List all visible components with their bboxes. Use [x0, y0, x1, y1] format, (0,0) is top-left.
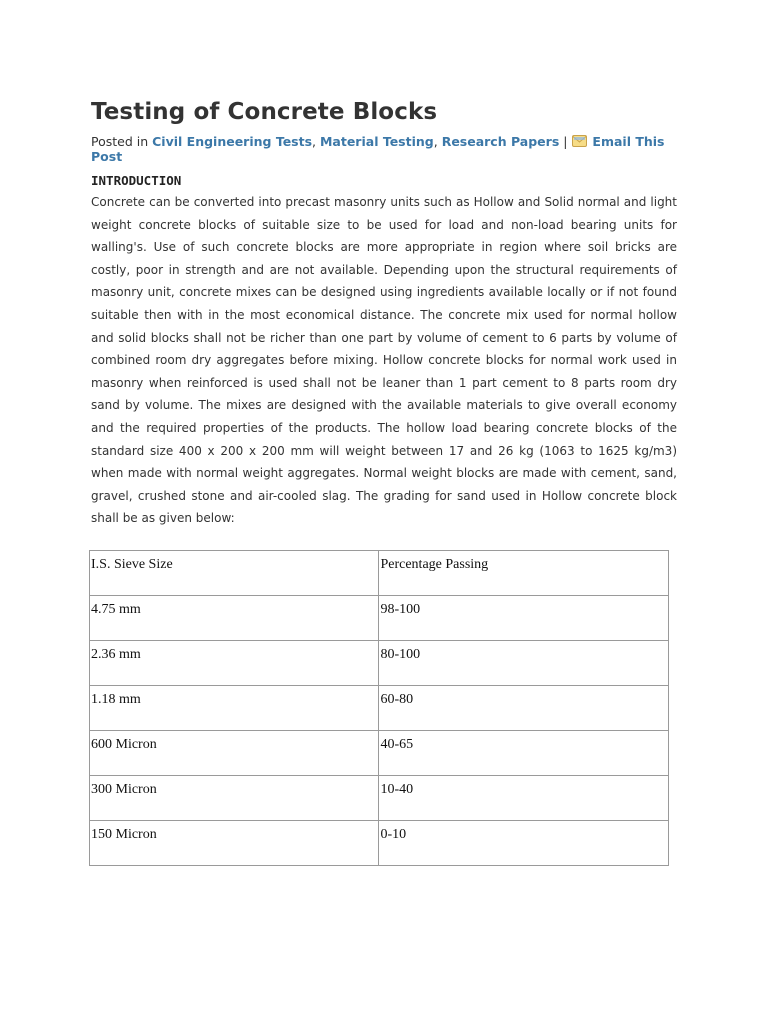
table-cell-sieve-size: 150 Micron: [90, 821, 379, 866]
table-row: [90, 731, 669, 776]
table-cell-percentage: 40-65: [379, 731, 669, 776]
category-link-research-papers[interactable]: Research Papers: [441, 134, 560, 149]
posted-in-label: Posted in: [91, 134, 153, 149]
category-link-civil-engineering-tests[interactable]: Civil Engineering Tests: [152, 134, 313, 149]
table-cell-percentage: 98-100: [379, 596, 669, 641]
post-meta: [91, 134, 677, 164]
table-header-row: [90, 551, 669, 596]
table-cell-sieve-size: 1.18 mm: [90, 686, 379, 731]
section-heading: INTRODUCTION: [91, 173, 182, 188]
table-header-cell: I.S. Sieve Size: [90, 551, 379, 596]
table-cell-percentage: 10-40: [379, 776, 669, 821]
table-cell-percentage: 60-80: [379, 686, 669, 731]
email-this-post-link[interactable]: Email This Post: [91, 134, 665, 164]
table-cell-sieve-size: 600 Micron: [90, 731, 379, 776]
table-cell-sieve-size: 2.36 mm: [90, 641, 379, 686]
pipe-separator: |: [559, 134, 572, 149]
envelope-icon[interactable]: [572, 135, 586, 146]
category-separator: ,: [312, 134, 320, 149]
category-separator: ,: [433, 134, 442, 149]
table-cell-sieve-size: 4.75 mm: [90, 596, 379, 641]
article: [91, 96, 677, 530]
table-row: [90, 686, 669, 731]
table-cell-percentage: 80-100: [379, 641, 669, 686]
table-row: [90, 641, 669, 686]
category-link-material-testing[interactable]: Material Testing: [319, 134, 434, 149]
table-row: [90, 821, 669, 866]
sieve-table: [89, 550, 669, 866]
page-title: Testing of Concrete Blocks: [91, 99, 438, 125]
table-cell-percentage: 0-10: [379, 821, 669, 866]
table-header-cell: Percentage Passing: [379, 551, 669, 596]
table-row: [90, 776, 669, 821]
intro-paragraph: Concrete can be converted into precast masonry units such as Hollow and Solid normal and light weight concrete blocks of suitable size to be used for load and non-load bearing units for walling's. Use of such concrete blocks are more appropriate in region where soil bricks are costly, poor in strength and are not available. Depending upon the structural requirements of masonry unit, concrete mixes can be designed using ingredients available locally or if not found suitable then with in the most economical distance. The concrete mix used for normal hollow and solid blocks shall not be richer than one part by volume of cement to 6 parts by volume of combined room dry aggregates before mixing. Hollow concrete blocks for normal work used in masonry when reinforced is used shall not be leaner than 1 part cement to 8 parts room dry sand by volume. The mixes are designed with the available materials to give overall economy and the required properties of the products. The hollow load bearing concrete blocks of the standard size 400 x 200 x 200 mm will weight between 17 and 26 kg (1063 to 1625 kg/m3) when made with normal weight aggregates. Normal weight blocks are made with cement, sand, gravel, crushed stone and air-cooled slag. The grading for sand used in Hollow concrete block shall be as given below:: [91, 195, 677, 526]
table-row: [90, 596, 669, 641]
table-cell-sieve-size: 300 Micron: [90, 776, 379, 821]
